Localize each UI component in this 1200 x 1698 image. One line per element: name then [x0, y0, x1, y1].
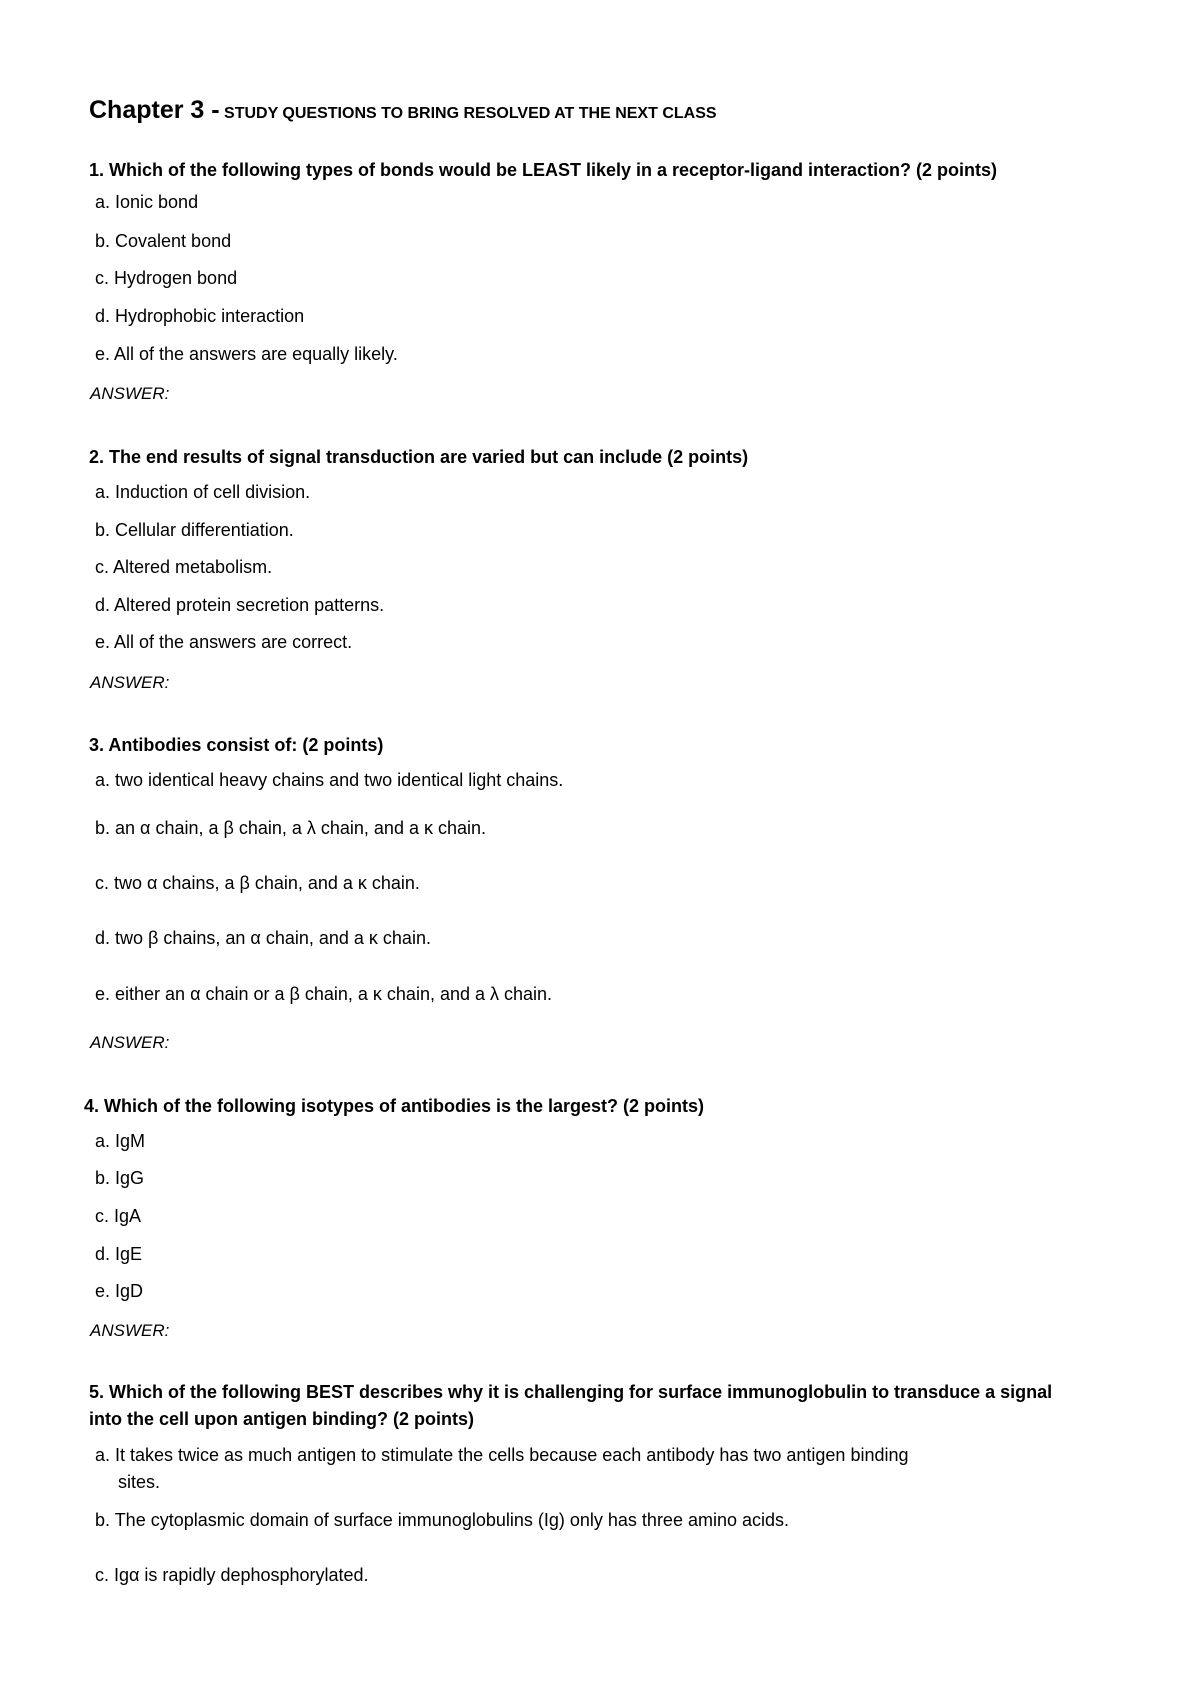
question-4-option-b: b. IgG	[95, 1168, 145, 1188]
question-1-option-d: d. Hydrophobic interaction	[95, 306, 305, 326]
question-5-text-line2: into the cell upon antigen binding? (2 points)	[89, 1409, 474, 1429]
question-3-option-d: d. two β chains, an α chain, and a κ chain.	[95, 928, 431, 948]
question-2-option-d: d. Altered protein secretion patterns.	[95, 595, 385, 615]
question-1-answer-label: ANSWER:	[90, 384, 170, 403]
question-5-option-a: a. It takes twice as much antigen to stimulate the cells because each antibody has two antigen binding	[95, 1445, 909, 1465]
question-3-option-a: a. two identical heavy chains and two identical light chains.	[95, 770, 564, 790]
question-4-text: 4. Which of the following isotypes of antibodies is the largest? (2 points)	[84, 1096, 705, 1116]
question-4-option-d: d. IgE	[95, 1244, 143, 1264]
question-3-text: 3. Antibodies consist of: (2 points)	[89, 735, 384, 755]
chapter-label: Chapter 3 -	[89, 96, 220, 124]
question-3-option-e: e. either an α chain or a β chain, a κ chain, and a λ chain.	[95, 984, 553, 1004]
question-2-option-c: c. Altered metabolism.	[95, 557, 273, 577]
question-1-option-c: c. Hydrogen bond	[95, 268, 238, 288]
question-3-option-c: c. two α chains, a β chain, and a κ chain.	[95, 873, 420, 893]
question-1-option-e: e. All of the answers are equally likely.	[95, 344, 398, 364]
question-5-option-b: b. The cytoplasmic domain of surface immunoglobulins (Ig) only has three amino acids.	[95, 1510, 790, 1530]
question-1-text: 1. Which of the following types of bonds would be LEAST likely in a receptor-ligand interaction? (2 points)	[89, 160, 998, 180]
question-4-option-c: c. IgA	[95, 1206, 142, 1226]
question-2-option-b: b. Cellular differentiation.	[95, 520, 294, 540]
question-4-answer-label: ANSWER:	[90, 1321, 170, 1340]
title-subtitle: STUDY QUESTIONS TO BRING RESOLVED AT THE NEXT CLASS	[224, 105, 717, 122]
question-5-text-line1: 5. Which of the following BEST describes why it is challenging for surface immunoglobulin to transduce a signal	[89, 1382, 1053, 1402]
question-1-option-a: a. Ionic bond	[95, 192, 199, 212]
question-2-option-e: e. All of the answers are correct.	[95, 632, 353, 652]
question-2-option-a: a. Induction of cell division.	[95, 482, 311, 502]
question-5-option-a-continued: sites.	[118, 1472, 161, 1492]
question-2-text: 2. The end results of signal transduction are varied but can include (2 points)	[89, 447, 749, 467]
question-3-option-b: b. an α chain, a β chain, a λ chain, and a κ chain.	[95, 818, 486, 838]
page-title	[89, 96, 717, 125]
question-2-answer-label: ANSWER:	[90, 673, 170, 692]
question-1-option-b: b. Covalent bond	[95, 231, 232, 251]
question-3-answer-label: ANSWER:	[90, 1033, 170, 1052]
question-5-option-c: c. Igα is rapidly dephosphorylated.	[95, 1565, 369, 1585]
question-4-option-a: a. IgM	[95, 1131, 146, 1151]
question-4-option-e: e. IgD	[95, 1281, 144, 1301]
